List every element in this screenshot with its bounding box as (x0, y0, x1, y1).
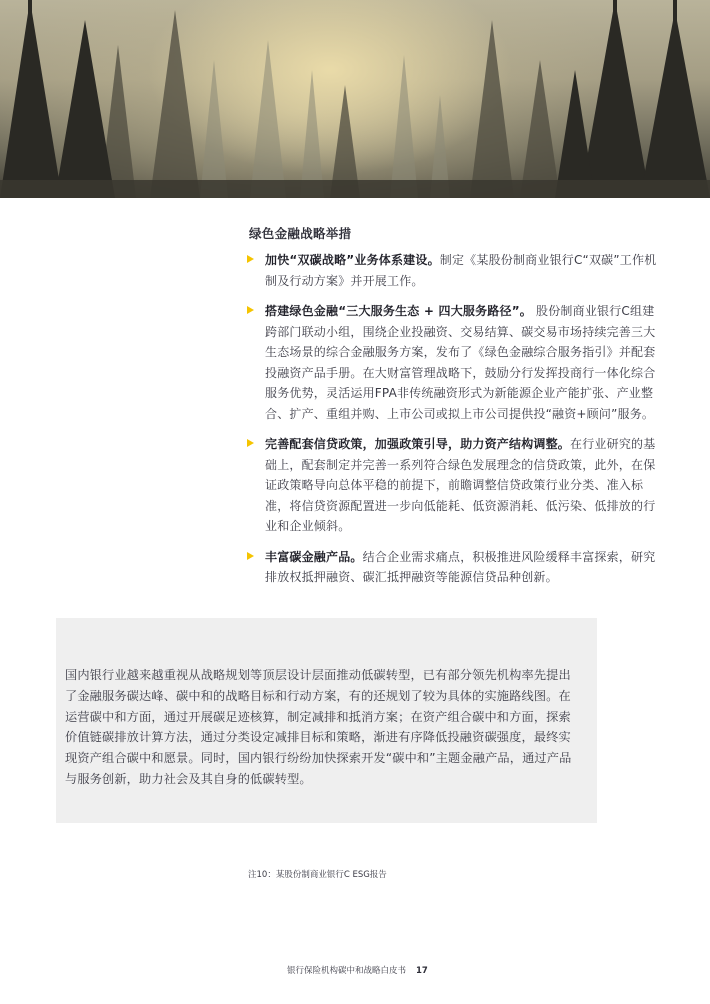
quote-box (56, 618, 597, 823)
triangle-bullet-icon (247, 439, 254, 447)
bullet-lead: 丰富碳金融产品。 (265, 549, 363, 564)
forest-fog-photo (0, 0, 710, 198)
quote-text: 国内银行业越来越重视从战略规划等顶层设计层面推动低碳转型，已有部分领先机构率先提出了金融服务碳达峰、碳中和的战略目标和行动方案，有的还规划了较为具体的实施路线图。在运营碳中和方面，通过开展碳足迹核算，制定减排和抵消方案；在资产组合碳中和方面，探索价值链碳排放计算方法，通过分类设定减排目标和策略，渐进有序降低投融资碳强度，最终实现资产组合碳中和愿景。同时，国内银行纷纷加快探索开发“碳中和”主题金融产品，通过产品与服务创新，助力社会及其自身的低碳转型。 (65, 668, 572, 786)
triangle-bullet-icon (247, 552, 254, 560)
list-item (247, 250, 662, 291)
bullet-lead: 完善配套信贷政策，加强政策引导，助力资产结构调整。 (265, 437, 571, 451)
footnote: 注10：某股份制商业银行C ESG报告 (248, 870, 387, 880)
footer-title: 银行保险机构碳中和战略白皮书 (287, 966, 407, 976)
list-item (247, 434, 662, 537)
hero-forest-image (0, 0, 710, 198)
triangle-bullet-icon (247, 255, 254, 263)
bullet-text: 制定《某股份制商业银行C“双碳”工作机制及行动方案》并开展工作。 (265, 253, 657, 288)
page-footer (287, 964, 428, 976)
list-item (247, 301, 662, 424)
section-title: 绿色金融战略举措 (249, 226, 352, 241)
bullet-text: 在行业研究的基础上，配套制定并完善一系列符合绿色发展理念的信贷政策，此外，在保证政策略导向总体平稳的前提下，前瞻调整信贷政策行业分类、准入标准，将信贷资源配置进一步向低能耗、低资源消耗、低污染、低排放的行业和企业倾斜。 (265, 437, 656, 533)
bullet-text: 股份制商业银行C组建跨部门联动小组，围绕企业投融资、交易结算、碳交易市场持续完善三大生态场景的综合金融服务方案，发布了《绿色金融综合服务指引》并配套投融资产品手册。在大财富管理战略下，鼓励分行发挥投商行一体化综合服务优势，灵活运用FPA非传统融资形式为新能源企业产能扩张、产业整合、扩产、重组并购、上市公司或拟上市公司提供投“融资+顾问”服务。 (265, 304, 656, 421)
bullet-text: 结合企业需求痛点，积极推进风险缓释丰富探索，研究排放权抵押融资、碳汇抵押融资等能源信贷品种创新。 (265, 549, 656, 584)
bullet-lead: 搭建绿色金融“三大服务生态 + 四大服务路径”。 (265, 304, 532, 318)
page-number: 17 (416, 966, 428, 976)
strategy-bullet-list (247, 250, 662, 598)
triangle-bullet-icon (247, 306, 254, 314)
bullet-lead: 加快“双碳战略”业务体系建设。 (265, 253, 440, 267)
list-item (247, 547, 662, 588)
